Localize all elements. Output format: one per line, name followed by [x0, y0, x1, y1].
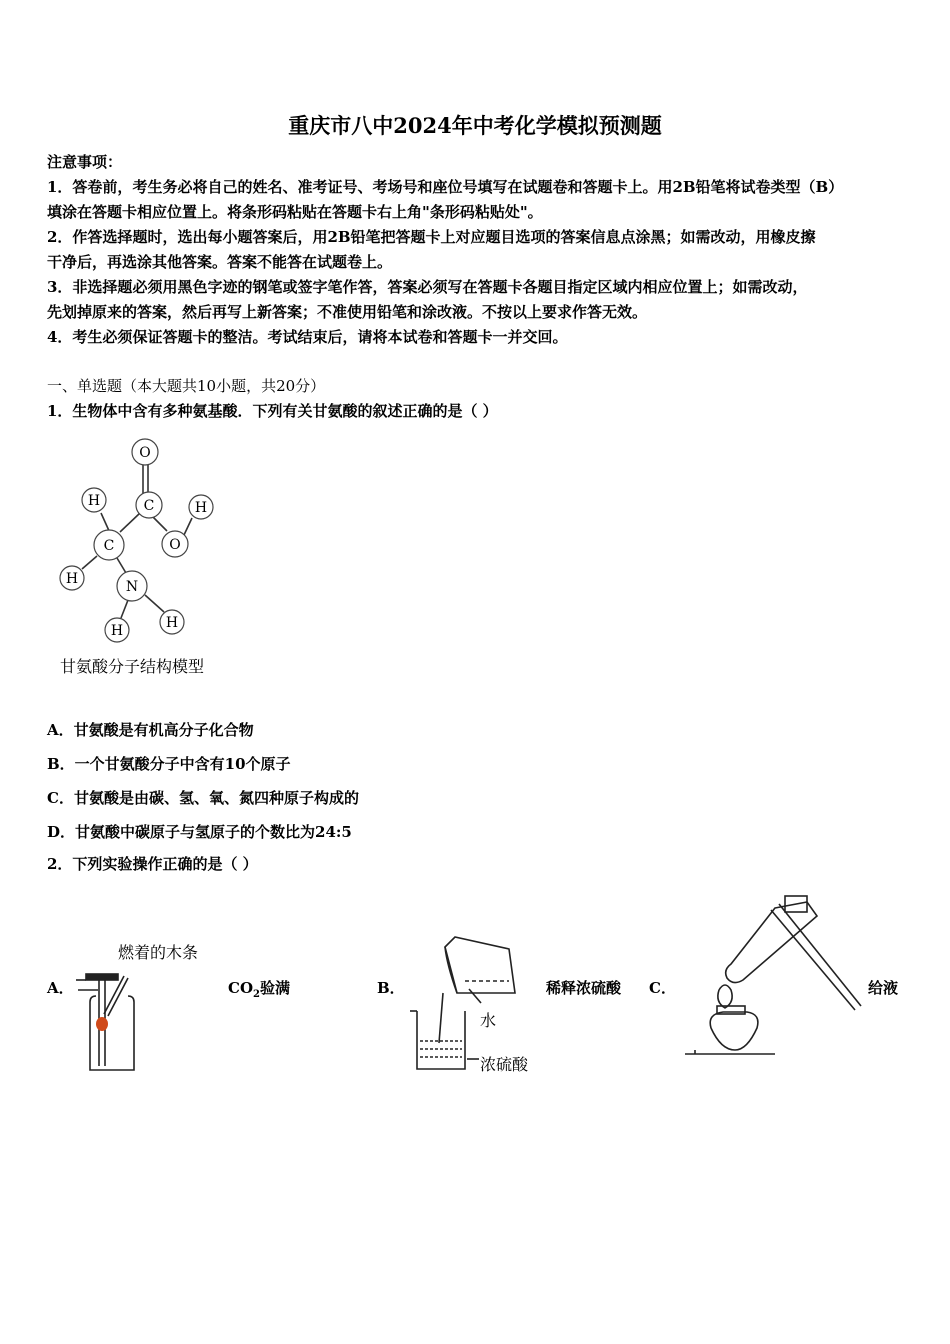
- atom-label: H: [87, 493, 101, 509]
- option-c-label: 给液: [868, 979, 899, 997]
- notice-heading: 注意事项：: [47, 153, 123, 171]
- image-caption: 燃着的木条: [118, 943, 199, 962]
- question-1-stem: 1．生物体中含有多种氨基酸．下列有关甘氨酸的叙述正确的是（ ）: [47, 402, 498, 420]
- option-c-letter[interactable]: C．: [649, 979, 676, 997]
- atom-label: C: [143, 498, 155, 514]
- notice-line: 2．作答选择题时，选出每小题答案后，用2B铅笔把答题卡上对应题目选项的答案信息点涂黑；如需改动，用橡皮擦: [47, 228, 816, 246]
- notice-line: 填涂在答题卡相应位置上。将条形码粘贴在答题卡右上角"条形码粘贴处"。: [47, 203, 543, 221]
- section-heading: 一、单选题（本大题共10小题，共20分）: [47, 377, 326, 395]
- atom-label: H: [194, 500, 208, 516]
- option-b-letter[interactable]: B．: [377, 979, 405, 997]
- atom-label: H: [165, 615, 179, 631]
- atom-label: N: [125, 579, 139, 595]
- notice-line: 先划掉原来的答案，然后再写上新答案；不准使用铅笔和涂改液。不按以上要求作答无效。: [47, 303, 648, 321]
- option-c[interactable]: C．甘氨酸是由碳、氢、氧、氮四种原子构成的: [47, 789, 359, 807]
- atom-label: O: [169, 537, 181, 553]
- diagram-caption: 甘氨酸分子结构模型: [60, 657, 205, 676]
- atom-label: C: [103, 538, 115, 554]
- acid-label: 浓硫酸: [480, 1055, 529, 1074]
- question-2-stem: 2．下列实验操作正确的是（ ）: [47, 855, 258, 873]
- option-a-label: $CO_2$验满: [228, 979, 290, 1000]
- water-label: 水: [480, 1011, 497, 1030]
- atom-label: H: [110, 623, 124, 639]
- notice-line: 4．考生必须保证答题卡的整洁。考试结束后，请将本试卷和答题卡一并交回。: [47, 328, 568, 346]
- heating-diagram: [683, 890, 863, 1062]
- atom-label: O: [139, 445, 151, 461]
- co2-bottle-diagram: [76, 962, 146, 1074]
- notice-line: 3．非选择题必须用黑色字迹的钢笔或签字笔作答，答案必须写在答题卡各题目指定区域内相应位置上；如需改动，: [47, 278, 808, 296]
- flame-icon: [96, 1017, 108, 1031]
- notice-line: 干净后，再选涂其他答案。答案不能答在试题卷上。: [47, 253, 393, 271]
- option-b[interactable]: B．一个甘氨酸分子中含有10个原子: [47, 755, 291, 773]
- glycine-model-diagram: [50, 438, 230, 650]
- option-b-label: 稀释浓硫酸: [546, 979, 622, 997]
- notice-line: 1．答卷前，考生务必将自己的姓名、准考证号、考场号和座位号填写在试题卷和答题卡上。用2B铅笔将试卷类型（B）: [47, 178, 844, 196]
- atom-label: H: [65, 571, 79, 587]
- option-d[interactable]: D．甘氨酸中碳原子与氢原子的个数比为24:5: [47, 823, 352, 841]
- option-a[interactable]: A．甘氨酸是有机高分子化合物: [47, 721, 254, 739]
- page-title: 重庆市八中2024年中考化学模拟预测题: [288, 113, 662, 138]
- option-a-letter[interactable]: A．: [47, 979, 74, 997]
